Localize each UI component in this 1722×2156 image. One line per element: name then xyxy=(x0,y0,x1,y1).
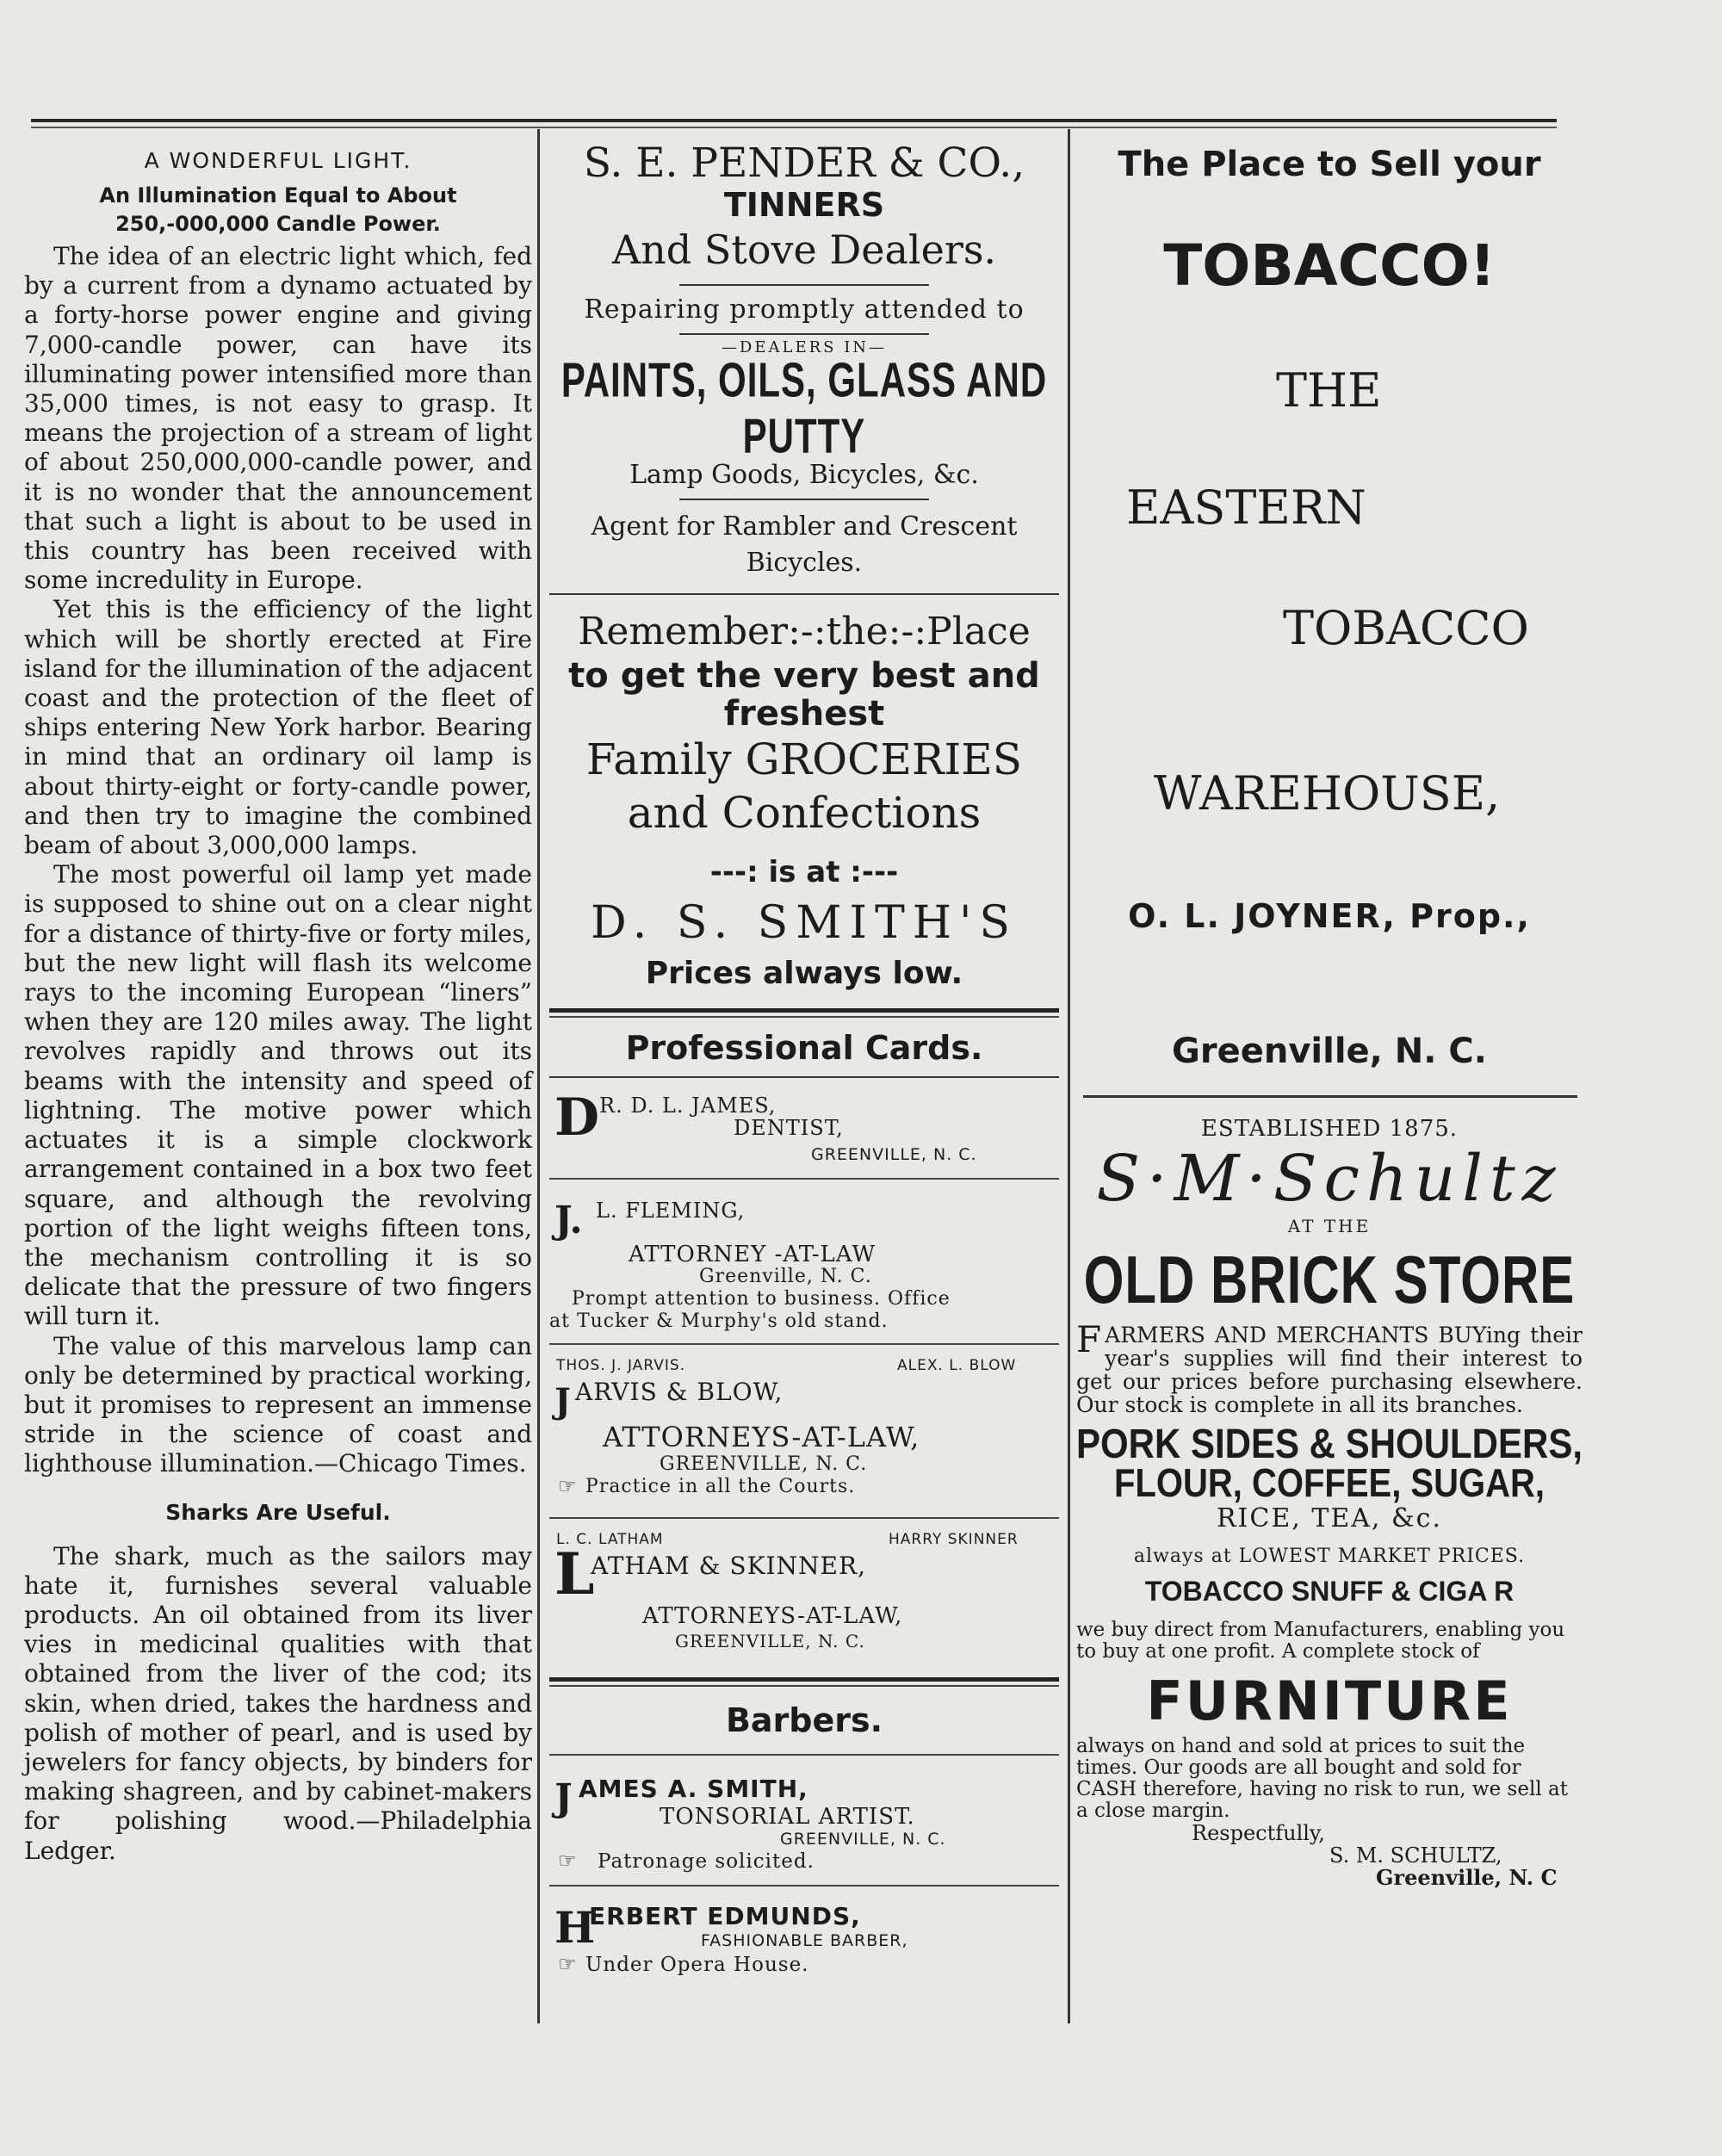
schultz-old-brick-store: OLD BRICK STORE xyxy=(1083,1242,1576,1318)
warehouse-headline: The Place to Sell your xyxy=(1118,145,1541,184)
hand-icon: ☞ xyxy=(558,1849,578,1873)
divider xyxy=(549,593,1059,595)
card-latham xyxy=(546,1519,1062,1674)
card-line: AMES A. SMITH, xyxy=(579,1775,808,1803)
card-line: Prompt attention to business. Office xyxy=(572,1288,951,1310)
card-partner: L. C. LATHAM xyxy=(556,1531,664,1548)
eastern-warehouse-ad xyxy=(1071,145,1588,1071)
column-divider-2 xyxy=(1068,129,1070,2023)
tobacco-title: TOBACCO! xyxy=(1163,232,1496,299)
card-line: ATTORNEYS-AT-LAW, xyxy=(642,1603,903,1629)
card-line: Greenville, N. C. xyxy=(699,1266,872,1287)
divider xyxy=(1083,1095,1577,1098)
card-line: ERBERT EDMUNDS, xyxy=(589,1902,861,1930)
pender-dealers-in: —DEALERS IN— xyxy=(721,338,888,356)
card-line: GREENVILLE, N. C. xyxy=(675,1631,865,1651)
card-fleming xyxy=(546,1180,1062,1343)
article-title-sharks: Sharks Are Useful. xyxy=(165,1499,391,1525)
card-line: GREENVILLE, N. C. xyxy=(811,1145,977,1164)
card-line: ATTORNEYS-AT-LAW, xyxy=(603,1421,920,1453)
drop-initial: J xyxy=(554,1776,573,1820)
barbers-heading: Barbers. xyxy=(725,1701,883,1739)
divider xyxy=(679,499,929,500)
drop-initial: L xyxy=(554,1540,595,1608)
card-line: GREENVILLE, N. C. xyxy=(780,1830,946,1849)
hand-icon: ☞ xyxy=(558,1952,578,1976)
schultz-snuff: TOBACCO SNUFF & CIGA R xyxy=(1144,1576,1514,1607)
card-partner: THOS. J. JARVIS. xyxy=(556,1357,686,1374)
pender-agent: Agent for Rambler and Crescent Bicycles. xyxy=(591,511,1018,578)
schultz-established: ESTABLISHED 1875. xyxy=(1200,1116,1459,1142)
smith-best: to get the very best and freshest xyxy=(568,656,1040,734)
warehouse-the: THE xyxy=(1276,363,1382,418)
pender-name: S. E. PENDER & CO., xyxy=(583,139,1025,187)
professional-cards-heading: Professional Cards. xyxy=(625,1029,983,1067)
drop-initial: J. xyxy=(554,1199,583,1242)
smith-ad xyxy=(546,607,1062,994)
article-subtitle: An Illumination Equal to About 250,-000,000 Candle Power. xyxy=(99,183,457,236)
top-rule xyxy=(31,119,1557,122)
double-divider xyxy=(549,1677,1059,1687)
schultz-farmers-body: ARMERS AND MERCHANTS BUYing their year's supplies will find their interest to get our prices before purchasing elsewhere. Our stock is complete in all its branches. xyxy=(1076,1323,1583,1417)
schultz-buy-direct: we buy direct from Manufacturers, enabling you to buy at one profit. A complete stock of xyxy=(1076,1619,1565,1663)
schultz-pork: PORK SIDES & SHOULDERS, xyxy=(1075,1420,1583,1467)
column-3 xyxy=(1071,129,1588,2023)
schultz-ad xyxy=(1071,1116,1588,1889)
card-line: L. FLEMING, xyxy=(596,1199,746,1223)
warehouse-tobacco: TOBACCO xyxy=(1283,601,1529,655)
warehouse-proprietor: O. L. JOYNER, Prop., xyxy=(1128,897,1531,935)
schultz-name: S·M·Schultz xyxy=(1096,1142,1563,1216)
article-paragraph: The shark, much as the sailors may hate it, furnishes several valuable products. An oil obtained from its liver vies in medicinal qualities with that obtained from the liver of the cod; its skin, when dried, takes the hardness and polish of mother of pearl, and is used by jewelers for fancy objects, by binders for making shagreen, and by cabinet-makers for polishing wood.—Philadelphia Ledger. xyxy=(24,1541,532,1865)
smith-remember: Remember:-:the:-:Place xyxy=(578,610,1031,654)
barber-smith xyxy=(546,1756,1062,1885)
article-title: A WONDERFUL LIGHT. xyxy=(144,148,412,173)
column-2 xyxy=(546,129,1062,1990)
article-paragraph: The value of this marvelous lamp can only be determined by practical working, but it promises to represent an immense stride in the science of coast and lighthouse illumination.—Chicago Times. xyxy=(24,1331,532,1478)
drop-initial: J xyxy=(554,1381,571,1422)
schultz-signature-place: Greenville, N. C xyxy=(1376,1865,1558,1890)
schultz-always-hand: always on hand and sold at prices to suit the times. Our goods are all bought and sold for CASH therefore, having no risk to run, we sell at a close margin. xyxy=(1076,1735,1568,1822)
barber-edmunds xyxy=(546,1886,1062,1990)
pender-trade: TINNERS xyxy=(723,186,885,224)
pender-lamp: Lamp Goods, Bicycles, &c. xyxy=(629,460,979,490)
hand-icon: ☞ xyxy=(558,1474,578,1498)
card-james xyxy=(546,1088,1062,1178)
card-line: FASHIONABLE BARBER, xyxy=(701,1931,908,1950)
schultz-flour: FLOUR, COFFEE, SUGAR, xyxy=(1114,1461,1545,1506)
schultz-farmers-text xyxy=(1071,1318,1588,1417)
smith-isat: ---: is at :--- xyxy=(709,855,899,889)
drop-initial: D xyxy=(554,1087,600,1148)
card-line: Under Opera House. xyxy=(585,1954,809,1976)
top-rule-thin xyxy=(31,127,1557,128)
card-line: ARVIS & BLOW, xyxy=(575,1378,784,1406)
schultz-signature-name: S. M. SCHULTZ, xyxy=(1329,1843,1502,1868)
smith-name: D. S. SMITH'S xyxy=(590,897,1019,949)
card-line: ATHAM & SKINNER, xyxy=(591,1552,866,1580)
card-partner: ALEX. L. BLOW xyxy=(897,1357,1017,1374)
column-1 xyxy=(24,129,532,1866)
divider xyxy=(679,333,929,335)
article-paragraph: Yet this is the efficiency of the light which will be shortly erected at Fire island for the illumination of the adjacent coast and the protection of the fleet of ships entering New York harbor. Bearing in mind that an ordinary oil lamp is about thirty-eight or forty-candle power, and then try to imagine the combined beam of about 3,000,000 lamps. xyxy=(24,595,532,860)
card-line: at Tucker & Murphy's old stand. xyxy=(549,1310,889,1332)
schultz-always: always at LOWEST MARKET PRICES. xyxy=(1133,1546,1526,1567)
smith-family: Family GROCERIES and Confections xyxy=(585,734,1023,838)
warehouse-eastern: EASTERN xyxy=(1126,480,1366,535)
schultz-furniture: FURNITURE xyxy=(1146,1670,1513,1732)
warehouse-name: WAREHOUSE, xyxy=(1154,766,1501,821)
article-paragraph: The idea of an electric light which, fed by a current from a dynamo actuated by a forty-horse power engine and giving 7,000-candle power, can have its illuminating power intensified more than 35,000 times, is not easy to grasp. It means the projection of a stream of light of about 250,000,000-candle power, and it is no wonder that the announcement that such a light is about to be used in this country has been received with some incredulity in Europe. xyxy=(24,242,532,595)
card-line: R. D. L. JAMES, xyxy=(599,1093,777,1118)
card-line: GREENVILLE, N. C. xyxy=(660,1453,868,1475)
card-line: DENTIST, xyxy=(734,1116,844,1140)
card-line: Practice in all the Courts. xyxy=(585,1476,856,1497)
warehouse-location: Greenville, N. C. xyxy=(1172,1032,1487,1071)
article-paragraph: The most powerful oil lamp yet made is supposed to shine out on a clear night for a distance of thirty-five or forty miles, but the new light will flash its welcome rays to the incoming European “liners” when they are 120 miles away. The light revolves rapidly and throws out its beams with the intensity and speed of lightning. The motive power which actuates it is a simple clockwork arrangement contained in a box two feet square, and although the revolving portion of the light weighs fifteen tons, the mechanism controlling it is so delicate that the pressure of two fingers will turn it. xyxy=(24,860,532,1331)
card-jarvis xyxy=(546,1345,1062,1517)
card-line: ATTORNEY -AT-LAW xyxy=(629,1242,876,1267)
pender-ad xyxy=(546,141,1062,581)
schultz-at-the: AT THE xyxy=(1287,1216,1372,1236)
column-divider-1 xyxy=(537,129,540,2023)
drop-initial: H xyxy=(554,1902,596,1953)
pender-repair: Repairing promptly attended to xyxy=(584,294,1025,325)
card-partner: HARRY SKINNER xyxy=(889,1531,1019,1548)
divider xyxy=(549,1076,1059,1078)
drop-initial: F xyxy=(1076,1318,1102,1360)
divider xyxy=(679,284,929,286)
smith-prices: Prices always low. xyxy=(645,956,963,991)
card-line: TONSORIAL ARTIST. xyxy=(660,1804,915,1830)
pender-paints: PAINTS, OILS, GLASS AND PUTTY xyxy=(561,352,1048,463)
double-divider xyxy=(549,1008,1059,1018)
card-line: Patronage solicited. xyxy=(598,1850,815,1873)
schultz-rice: RICE, TEA, &c. xyxy=(1216,1503,1443,1533)
schultz-respectfully: Respectfully, xyxy=(1192,1821,1325,1845)
pender-stove: And Stove Dealers. xyxy=(611,226,997,273)
